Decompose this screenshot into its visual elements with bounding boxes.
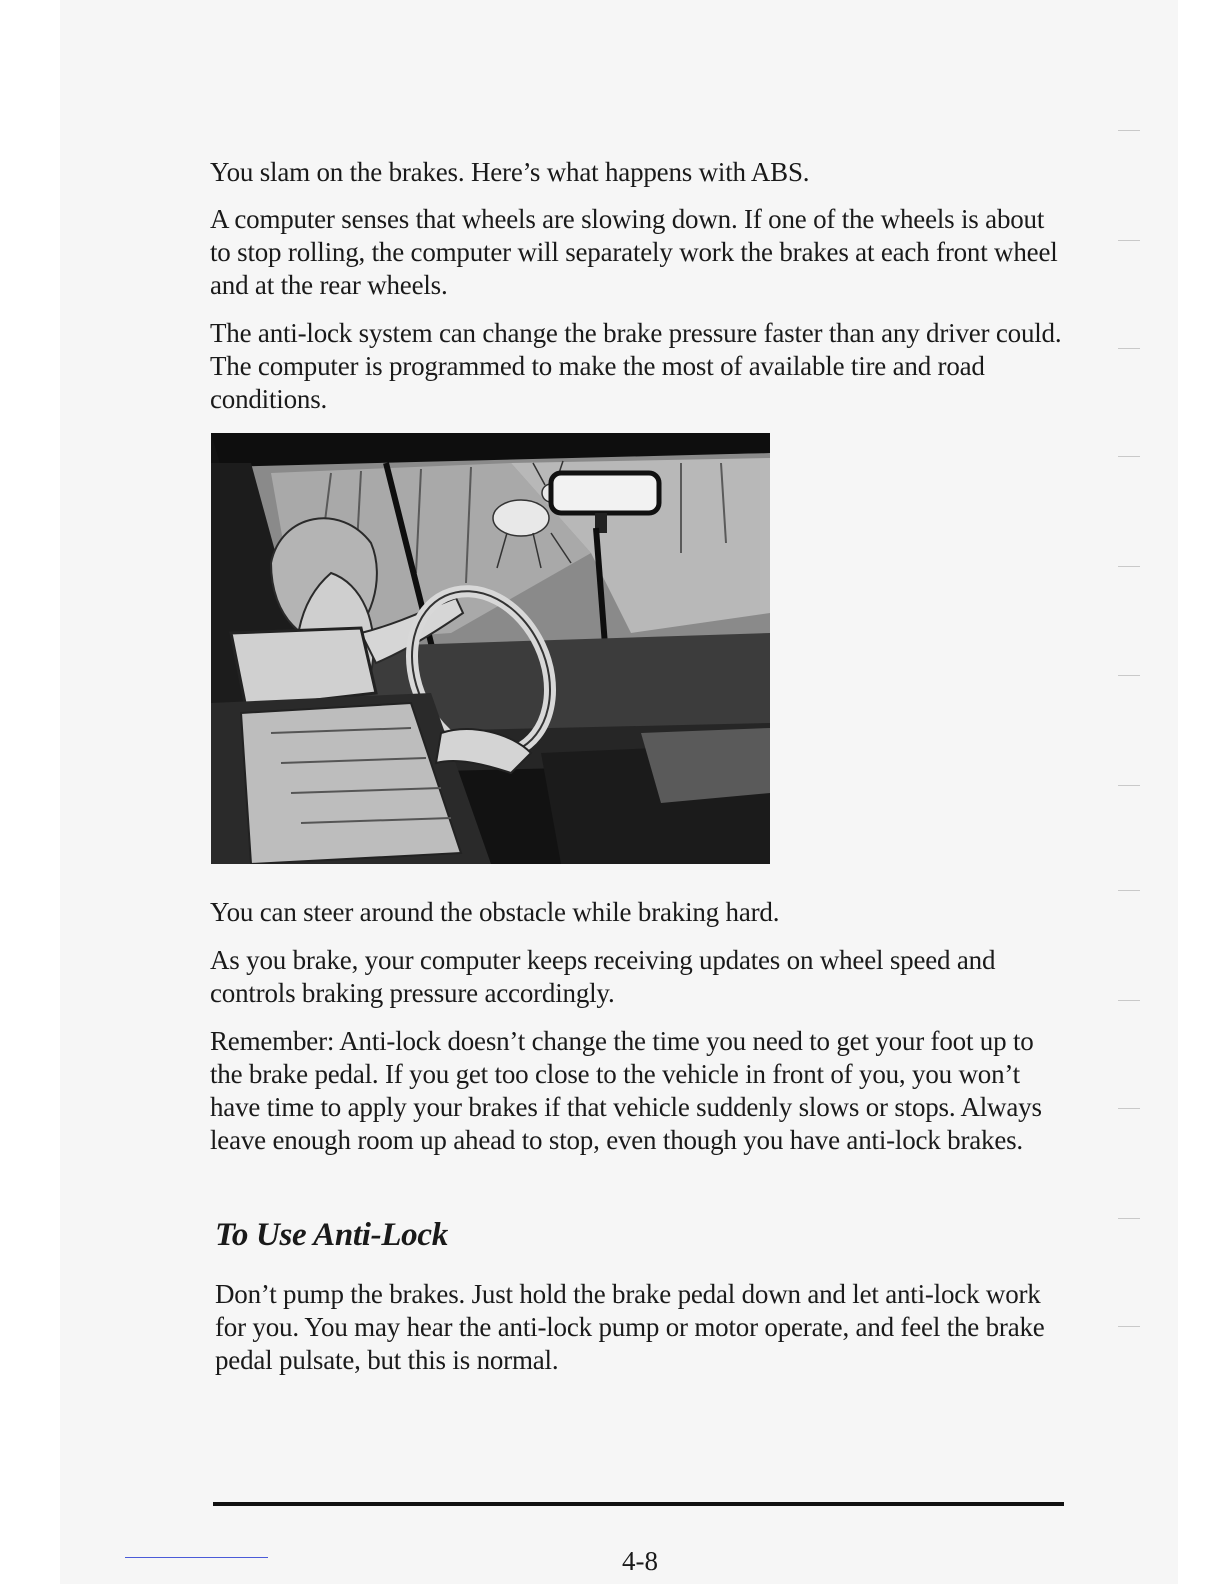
paragraph-to-use-anti-lock: Don’t pump the brakes. Just hold the brake pedal down and let anti-lock work for you. You may hear the anti-lock pump or motor operate, and feel the brake pedal pulsate, but this is normal.	[215, 1279, 1045, 1375]
footer-rule	[213, 1502, 1064, 1506]
rear-view-mirror	[551, 473, 659, 513]
bottom-link-underline	[125, 1557, 268, 1558]
paragraph-anti-lock-system: The anti-lock system can change the brake pressure faster than any driver could. The computer is programmed to make the most of available tire and road conditions.	[210, 318, 1062, 414]
paragraph-intro: You slam on the brakes. Here’s what happens with ABS.	[210, 157, 810, 187]
paragraph-remember: Remember: Anti-lock doesn’t change the time you need to get your foot up to the brake pedal. If you get too close to the vehicle in front of you, you won’t have time to apply your brakes if that vehicle suddenly slows or stops. Always leave enough room up ahead to stop, even though you have anti-lock brakes.	[210, 1026, 1042, 1155]
section-heading: To Use Anti-Lock	[215, 1217, 448, 1253]
paragraph-wheel-speed: As you brake, your computer keeps receiving updates on wheel speed and controls braking pressure accordingly.	[210, 945, 996, 1008]
paragraph-computer-senses: A computer senses that wheels are slowing down. If one of the wheels is about to stop rolling, the computer will separately work the brakes at each front wheel and at the rear wheels.	[210, 204, 1058, 300]
seat-headrest	[231, 628, 376, 708]
paragraph-steer-around: You can steer around the obstacle while braking hard.	[210, 897, 780, 927]
illustration-svg	[211, 433, 770, 864]
driver-braking-illustration	[211, 433, 770, 864]
page-number: 4-8	[622, 1546, 658, 1576]
